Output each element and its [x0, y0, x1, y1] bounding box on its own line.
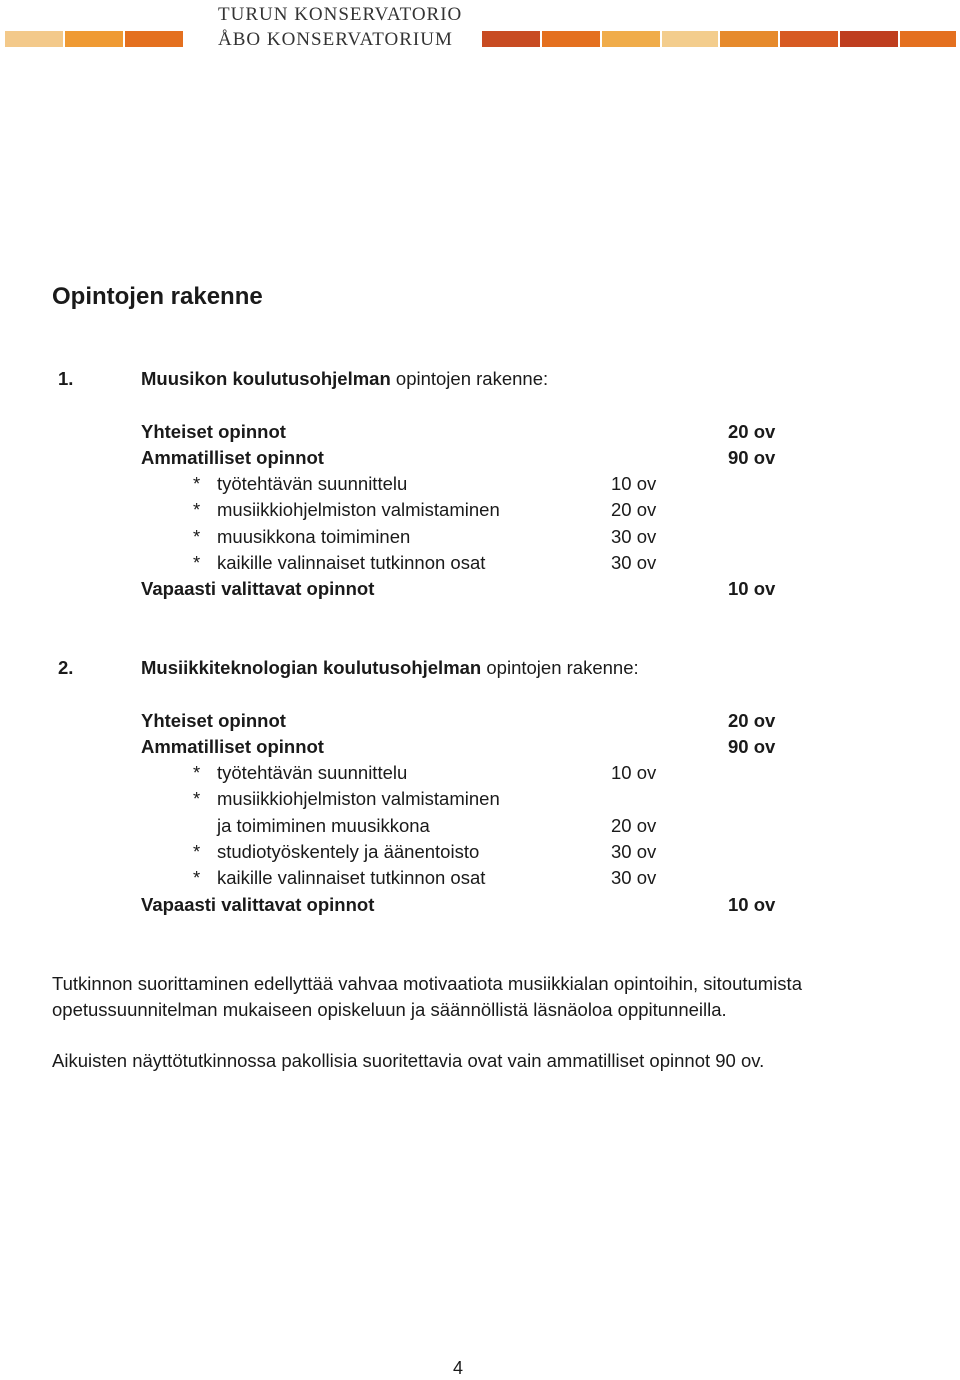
- free-studies-value: 10 ov: [728, 894, 776, 915]
- header-bar-segment: [482, 31, 540, 47]
- list-item-label: ja toimiminen muusikkona: [217, 815, 430, 836]
- list-item-value: 30 ov: [611, 841, 657, 862]
- list-item-label: työtehtävän suunnittelu: [217, 762, 408, 783]
- vocational-studies-value: 90 ov: [728, 736, 776, 757]
- vocational-studies-label: Ammatilliset opinnot: [141, 447, 324, 468]
- header-bar-segment: [900, 31, 956, 47]
- list-item-bullet: *: [193, 788, 201, 809]
- list-item-label: musiikkiohjelmiston valmistaminen: [217, 499, 500, 520]
- list-item-value: 10 ov: [611, 762, 657, 783]
- common-studies-value: 20 ov: [728, 421, 776, 442]
- list-item-label: muusikkona toimiminen: [217, 526, 411, 547]
- vocational-studies-value: 90 ov: [728, 447, 776, 468]
- header-bar-segment: [780, 31, 838, 47]
- list-item-label: studiotyöskentely ja äänentoisto: [217, 841, 480, 862]
- header-bar-segment: [720, 31, 778, 47]
- section-heading-bold: Musiikkiteknologian koulutusohjelman: [141, 657, 482, 678]
- list-item-value: 30 ov: [611, 867, 657, 888]
- section-number: 2.: [58, 657, 74, 678]
- free-studies-label: Vapaasti valittavat opinnot: [141, 578, 375, 599]
- paragraph-requirements: Tutkinnon suorittaminen edellyttää vahvaa motivaatiota musiikkialan opintoihin, sitoutumista opetussuunnitelman mukaiseen opiskeluun ja säännöllistä läsnäoloa oppitunneilla.: [52, 973, 802, 1020]
- common-studies-label: Yhteiset opinnot: [141, 421, 286, 442]
- page-title: Opintojen rakenne: [52, 283, 263, 310]
- free-studies-value: 10 ov: [728, 578, 776, 599]
- list-item-label: työtehtävän suunnittelu: [217, 473, 408, 494]
- free-studies-label: Vapaasti valittavat opinnot: [141, 894, 375, 915]
- header-bar-segment: [662, 31, 718, 47]
- list-item-bullet: *: [193, 526, 201, 547]
- header-bar-segment: [542, 31, 600, 47]
- section-heading: [141, 366, 548, 392]
- logo-line-1: TURUN KONSERVATORIO: [218, 4, 463, 25]
- list-item-bullet: *: [193, 762, 201, 783]
- list-item-label: kaikille valinnaiset tutkinnon osat: [217, 552, 486, 573]
- list-item-bullet: *: [193, 499, 201, 520]
- header-bar-segment: [602, 31, 660, 47]
- section-heading-rest: opintojen rakenne:: [395, 368, 549, 389]
- list-item-label: kaikille valinnaiset tutkinnon osat: [217, 867, 486, 888]
- header-bar-segment: [5, 31, 63, 47]
- logo-line-2: ÅBO KONSERVATORIUM: [218, 29, 453, 50]
- header-bar-segment: [125, 31, 183, 47]
- common-studies-value: 20 ov: [728, 710, 776, 731]
- list-item-value: 10 ov: [611, 473, 657, 494]
- list-item-value: 20 ov: [611, 815, 657, 836]
- common-studies-label: Yhteiset opinnot: [141, 710, 286, 731]
- section-heading-rest: opintojen rakenne:: [486, 657, 639, 678]
- list-item-label: musiikkiohjelmiston valmistaminen: [217, 788, 500, 809]
- list-item-value: 30 ov: [611, 526, 657, 547]
- vocational-studies-label: Ammatilliset opinnot: [141, 736, 324, 757]
- list-item-value: 20 ov: [611, 499, 657, 520]
- paragraph-adult-exam: Aikuisten näyttötutkinnossa pakollisia suoritettavia ovat vain ammatilliset opinnot 90 ov.: [52, 1050, 765, 1071]
- header-bar-segment: [840, 31, 898, 47]
- header-bar-segment: [65, 31, 123, 47]
- list-item-bullet: *: [193, 552, 201, 573]
- list-item-value: 30 ov: [611, 552, 657, 573]
- section-number: 1.: [58, 368, 74, 389]
- list-item-bullet: *: [193, 841, 201, 862]
- page-number: 4: [453, 1358, 464, 1378]
- list-item-bullet: *: [193, 867, 201, 888]
- list-item-bullet: *: [193, 473, 201, 494]
- section-heading: [141, 655, 639, 681]
- section-heading-bold: Muusikon koulutusohjelman: [141, 368, 391, 389]
